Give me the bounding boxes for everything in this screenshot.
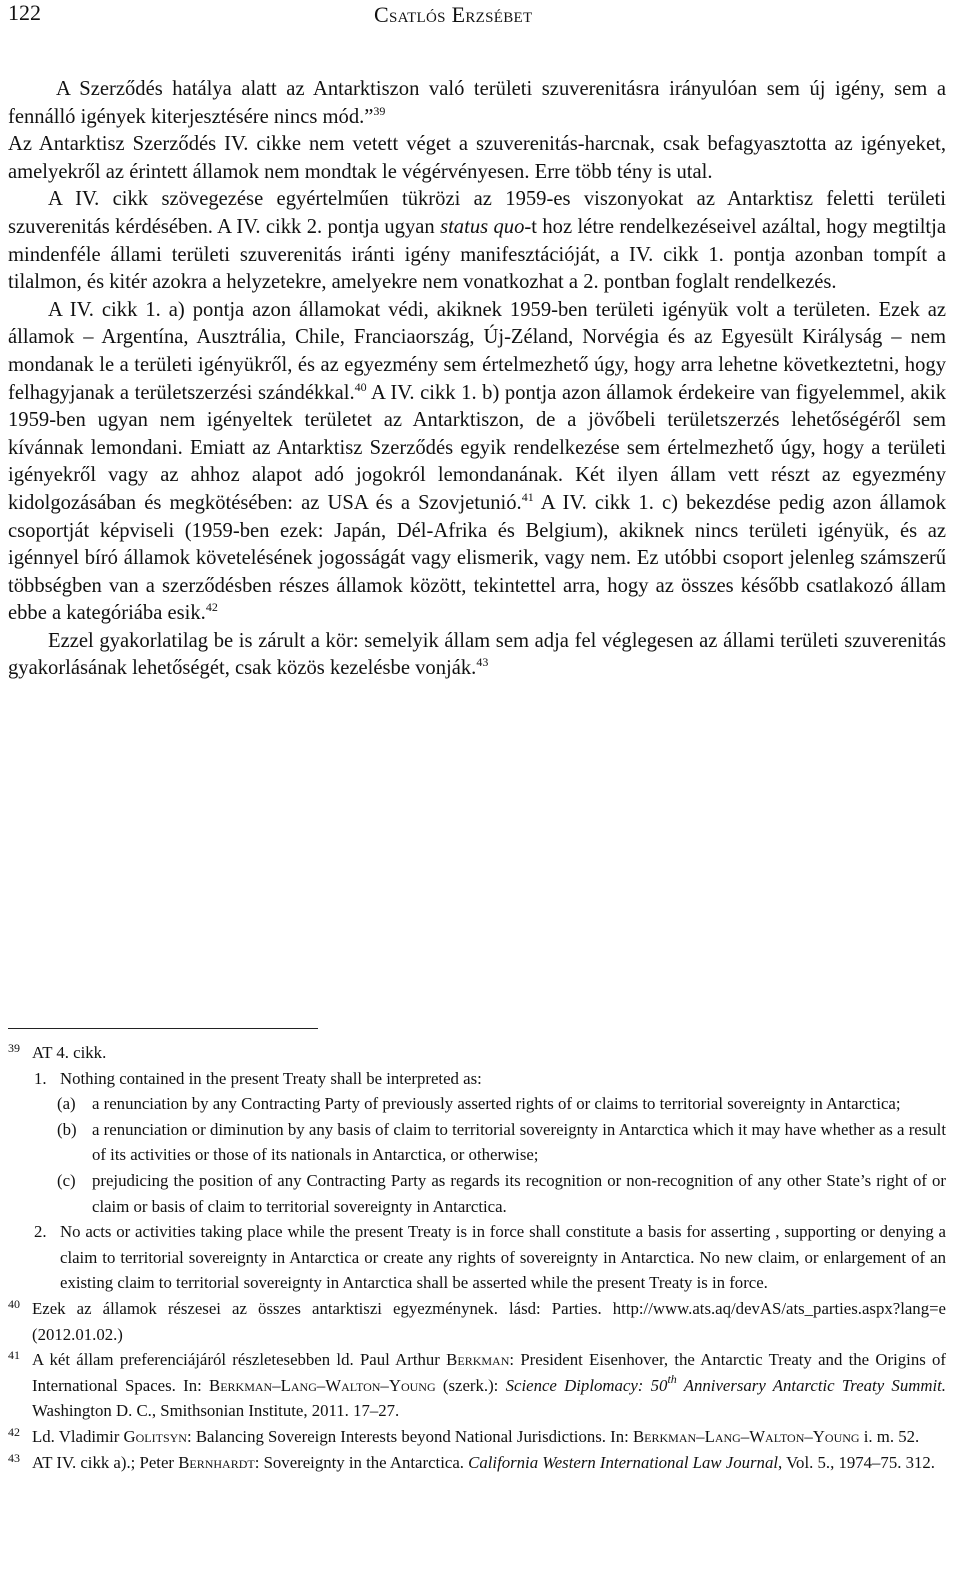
paragraph-3	[8, 297, 946, 628]
footnote-text: : Sovereignty in the Antarctica.	[254, 1452, 469, 1472]
paragraph-text: A Szerződés hatálya alatt az Antarktiszon való területi szuverenitásra irányulóan sem új igény, sem a fennálló igények kiterjesztésére nincs mód.”	[8, 78, 946, 128]
footnote-text: i. m. 52.	[859, 1426, 920, 1446]
footnote-40	[8, 1296, 946, 1347]
book-title: Anniversary Antarctic Treaty Summit.	[676, 1375, 946, 1395]
footnote-39-item-1	[8, 1066, 946, 1092]
paragraph-text: A IV. cikk 1. b) pontja azon államok érdekeire van figyelemmel, akik 1959-ben ugyan nem igényeltek területet az Antarktiszon, de a jövőbeli területszerzés lehetőségéről sem kívánnak lemondani. Emiatt az Antarktisz Szerződés egyik rendelkezése sem értelmezhető úgy, hogy a területi igényekről vagy az ahhoz alapot adó jogokról lemondanának. Két ilyen állam vett részt az egyezmény kidolgozásában és megkötésében: az USA és a Szovjetunió.	[8, 381, 946, 514]
footnote-39	[8, 1040, 946, 1066]
footnote-text: , Vol. 5., 1974–75. 312.	[778, 1452, 935, 1472]
editor-names: Berkman–Lang–Walton–Young	[632, 1426, 860, 1446]
paragraph-2	[8, 186, 946, 296]
author-name: Golitsyn	[123, 1426, 187, 1446]
footnote-41	[8, 1347, 946, 1424]
footnote-text: Washington D. C., Smithsonian Institute, 2011. 17–27.	[32, 1401, 400, 1421]
footnote-39-item-c	[8, 1168, 946, 1219]
running-header	[8, 0, 950, 30]
item-text: a renunciation or diminution by any basis of claim to territorial sovereignty in Antarctica which it may have whether as a result of its activities or those of its nationals in Antarctica, or otherwise;	[92, 1119, 946, 1165]
item-letter: (c)	[57, 1170, 76, 1190]
author-name: Berkman	[446, 1350, 510, 1370]
footnote-ref-43[interactable]: 43	[476, 655, 489, 670]
paragraph-1: Az Antarktisz Szerződés IV. cikke nem vetett véget a szuverenitás-harcnak, csak befagyasztotta az igényeket, amelyekről az érintett államok nem mondtak le végérvényesen. Erre több tény is utal.	[8, 133, 946, 183]
footnote-number: 41	[8, 1348, 20, 1363]
main-text	[8, 76, 946, 683]
item-text: prejudicing the position of any Contracting Party as regards its recognition or non-recognition of any other State’s right of or claim or basis of claim to territorial sovereignty in Antarctica.	[92, 1170, 946, 1216]
footnote-number: 40	[8, 1296, 20, 1311]
footnote-text: : Balancing Sovereign Interests beyond National Jurisdictions. In:	[186, 1426, 633, 1446]
footnote-text: (szerk.):	[435, 1375, 506, 1395]
editor-names: Berkman–Lang–Walton–Young	[209, 1375, 436, 1395]
item-text: No acts or activities taking place while the present Treaty is in force shall constitute a basis for asserting , supporting or denying a claim to territorial sovereignty in Antarctica or create any rights of sovereignty in Antarctica. No new claim, or enlargement of an existing claim to territorial sovereignty in Antarctica shall be asserted while the present Treaty is in force.	[60, 1222, 946, 1293]
journal-title: California Western International Law Journal	[468, 1452, 779, 1472]
footnotes	[8, 1040, 946, 1475]
item-text: Nothing contained in the present Treaty shall be interpreted as:	[60, 1068, 482, 1088]
footnote-ref-42[interactable]: 42	[205, 600, 218, 615]
footnote-ref-40[interactable]: 40	[354, 379, 367, 394]
item-letter: (a)	[57, 1094, 76, 1114]
paragraph-text: A IV. cikk 1. c) bekezdése pedig azon államok csoportját képviseli (1959-ben ezek: Japán, Dél-Afrika és Belgium), akiknek nincs területi igényük, és az igénnyel bíró államok követelésének jogosságát vagy elismerik, vagy nem. Ez utóbbi csoport jelenleg számszerű többségben van a szerződésben részes államok között, tekintettel arra, hogy az összes később csatlakozó állam ebbe a kategóriába esik.	[8, 491, 946, 625]
footnote-title: AT 4. cikk.	[32, 1043, 107, 1062]
paragraph-text: Ezzel gyakorlatilag be is zárult a kör: semelyik állam sem adja fel véglegesen az állami területi szuverenitás gyakorlásának lehetőségét, csak közös kezelésbe vonják.	[8, 629, 946, 680]
paragraph-text: -t hoz létre rendelkezéseivel azáltal, hogy megtiltja mindenféle állami területi szuverenitás iránti igény manifesztációját, a IV. cikk 1. pontja azonban tompít a tilalmon, és kitér azokra a helyzetekre, amelyekre nem vonatkozhat a 2. pontban foglalt rendelkezés.	[8, 215, 947, 294]
paragraph-text: A IV. cikk szövegezése egyértelműen tükrözi az 1959-es viszonyokat az Antarktisz feletti területi szuverenitás kérdésében. A IV. cikk 2. pontja ugyan	[8, 188, 946, 238]
running-header-author: Csatlós Erzsébet	[374, 2, 533, 27]
footnote-number: 43	[8, 1450, 20, 1465]
paragraph-4	[8, 628, 946, 683]
author-name: Bernhardt	[178, 1452, 255, 1472]
footnote-39-item-2	[8, 1219, 946, 1296]
book-title: Science Diplomacy: 50	[505, 1375, 668, 1395]
paragraph-text: A IV. cikk 1. a) pontja azon államokat védi, akiknek 1959-ben területi igényük volt a területen. Ezek az államok – Argentína, Ausztrália, Chile, Franciaország, Új-Zéland, Norvégia és az Egyesült Királyság – nem mondanak le a területi igényükről, és az egyezmény sem értelmezhető úgy, hogy arra lehetne következtetni, hogy felhagyjanak a területszerzési szándékkal.	[8, 298, 946, 404]
footnote-text: Ezek az államok részesei az összes antarktiszi egyezménynek. lásd: Parties. http://www.ats.aq/devAS/ats_parties.aspx?lang=e (2012.01.02.)	[32, 1298, 946, 1344]
item-number: 2.	[34, 1222, 47, 1242]
footnote-43	[8, 1450, 946, 1476]
footnote-number: 39	[8, 1041, 20, 1055]
footnote-text: AT IV. cikk a).; Peter	[32, 1452, 179, 1472]
footnote-number: 42	[8, 1424, 20, 1439]
footnote-ref-41[interactable]: 41	[521, 489, 534, 504]
item-number: 1.	[34, 1068, 47, 1088]
page-number: 122	[8, 0, 41, 25]
ordinal-suffix: th	[667, 1371, 677, 1386]
footnote-42	[8, 1424, 946, 1450]
footnote-text: Ld. Vladimir	[32, 1426, 124, 1446]
footnote-ref-39[interactable]: 39	[373, 103, 386, 118]
footnote-39-item-a	[8, 1091, 946, 1117]
footnote-text: A két állam preferenciájáról részletesebben ld. Paul Arthur	[32, 1350, 447, 1370]
italic-term: status quo	[440, 215, 525, 238]
footnote-divider	[8, 1028, 318, 1029]
item-letter: (b)	[57, 1119, 77, 1139]
footnote-text: : President Eisenhover, the Antarctic Treaty and the Origins of International Spaces. In:	[32, 1350, 947, 1395]
paragraph-quote-end	[8, 76, 946, 131]
footnote-39-item-b	[8, 1117, 946, 1168]
item-text: a renunciation by any Contracting Party of previously asserted rights of or claims to territorial sovereignty in Antarctica;	[92, 1094, 901, 1114]
